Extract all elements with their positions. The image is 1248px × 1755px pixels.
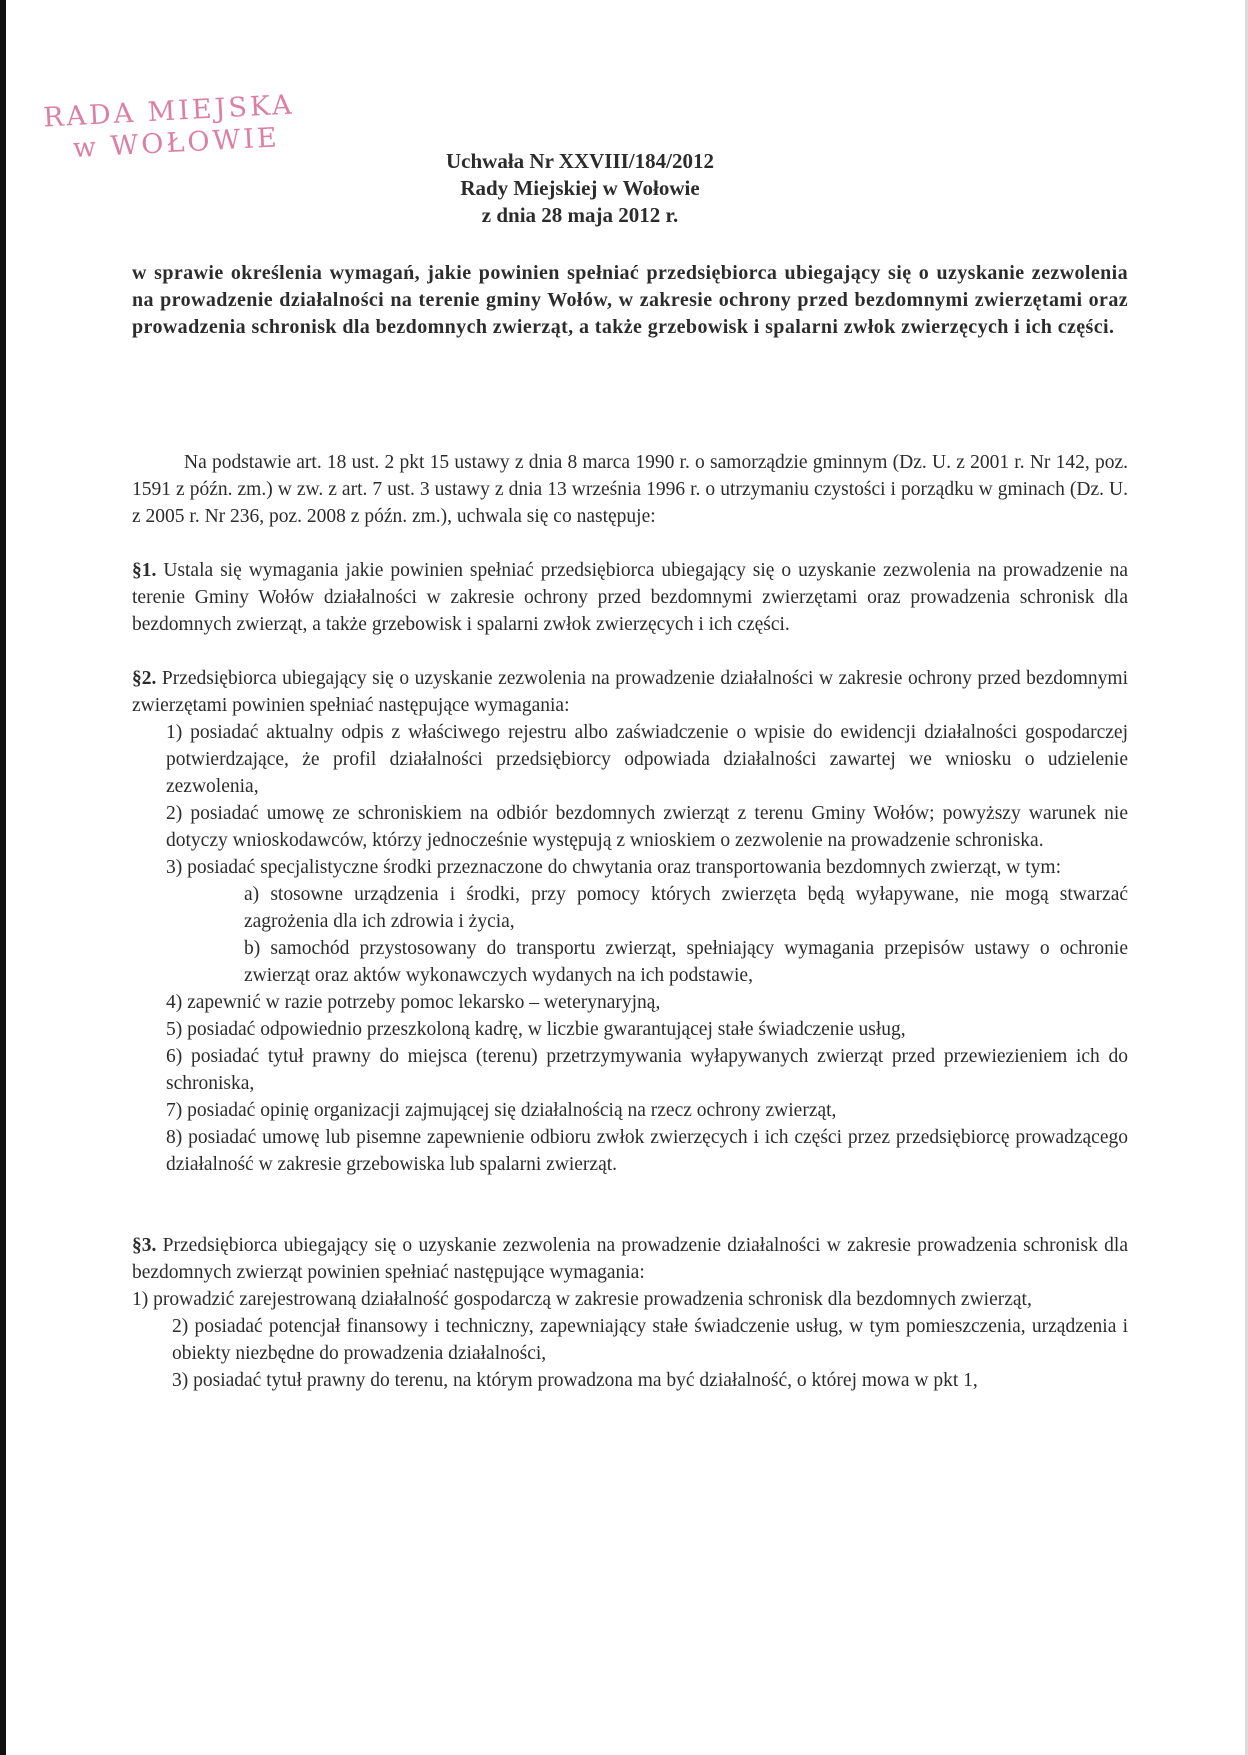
section-3-text: Przedsiębiorca ubiegający się o uzyskanie zezwolenia na prowadzenie działalności w zakresie prowadzenia schronisk dla bezdomnych zwierząt powinien spełniać następujące wymagania: [132, 1235, 1129, 1283]
section-1-number: §1. [132, 560, 157, 581]
resolution-date: z dnia 28 maja 2012 r. [481, 203, 679, 227]
section-1 [132, 557, 1128, 638]
section-2-item-6: 6) posiadać tytuł prawny do miejsca (terenu) przetrzymywania wyłapywanych zwierząt przed przewiezieniem ich do schroniska, [166, 1046, 1128, 1094]
section-3-item-3: 3) posiadać tytuł prawny do terenu, na którym prowadzona ma być działalność, o której mowa w pkt 1, [172, 1370, 978, 1391]
scan-edge-left [0, 0, 6, 1755]
section-3-item-2: 2) posiadać potencjał finansowy i techniczny, zapewniający stałe świadczenie usług, w tym pomieszczenia, urządzenia i obiekty niezbędne do prowadzenia działalności, [172, 1316, 1128, 1364]
section-2-item-4: 4) zapewnić w razie potrzeby pomoc lekarsko – weterynaryjną, [166, 992, 661, 1013]
section-3-number: §3. [132, 1235, 157, 1256]
section-2-item-8: 8) posiadać umowę lub pisemne zapewnienie odbioru zwłok zwierzęcych i ich części przez przedsiębiorcę prowadzącego działalność w zakresie grzebowiska lub spalarni zwierząt. [166, 1127, 1128, 1175]
resolution-heading [370, 148, 790, 229]
resolution-body: Rady Miejskiej w Wołowie [460, 176, 700, 200]
legal-basis-paragraph: Na podstawie art. 18 ust. 2 pkt 15 ustawy z dnia 8 marca 1990 r. o samorządzie gminnym (Dz. U. z 2001 r. Nr 142, poz. 1591 z późn. zm.) w zw. z art. 7 ust. 3 ustawy z dnia 13 września 1996 r. o utrzymaniu czystości i porządku w gminach (Dz. U. z 2005 r. Nr 236, poz. 2008 z późn. zm.), uchwala się co następuje: [132, 452, 1128, 527]
council-stamp [43, 89, 297, 166]
section-3-item-1: 1) prowadzić zarejestrowaną działalność gospodarczą w zakresie prowadzenia schronisk dla bezdomnych zwierząt, [132, 1289, 1032, 1310]
stamp-line-1: RADA MIEJSKA [42, 89, 296, 134]
section-2-subitem-b: b) samochód przystosowany do transportu zwierząt, spełniający wymagania przepisów ustawy o ochronie zwierząt oraz aktów wykonawczych wydanych na ich podstawie, [244, 938, 1128, 986]
section-2-number: §2. [132, 668, 157, 689]
document-body [132, 449, 1128, 1394]
section-2-text: Przedsiębiorca ubiegający się o uzyskanie zezwolenia na prowadzenie działalności w zakresie ochrony przed bezdomnymi zwierzętami powinien spełniać następujące wymagania: [132, 668, 1128, 716]
section-3 [132, 1232, 1128, 1286]
section-2-item-1: 1) posiadać aktualny odpis z właściwego rejestru albo zaświadczenie o wpisie do ewidencji działalności gospodarczej potwierdzające, że profil działalności przedsiębiorcy odpowiada działalności zawartej we wniosku o udzielenie zezwolenia, [166, 722, 1128, 797]
section-1-text: Ustala się wymagania jakie powinien spełniać przedsiębiorca ubiegający się o uzyskanie zezwolenia na prowadzenie na terenie Gminy Wołów działalności w zakresie ochrony przed bezdomnymi zwierzętami oraz prowadzenia schronisk dla bezdomnych zwierząt, a także grzebowisk i spalarni zwłok zwierzęcych i ich części. [132, 560, 1128, 635]
section-2-item-3: 3) posiadać specjalistyczne środki przeznaczone do chwytania oraz transportowania bezdomnych zwierząt, w tym: [166, 857, 1062, 878]
stamp-line-2: w WOŁOWIE [72, 122, 281, 164]
resolution-number: Uchwała Nr XXVIII/184/2012 [446, 149, 714, 173]
section-2 [132, 665, 1128, 719]
section-2-item-5: 5) posiadać odpowiednio przeszkoloną kadrę, w liczbie gwarantującej stałe świadczenie usług, [166, 1019, 906, 1040]
section-2-subitem-a: a) stosowne urządzenia i środki, przy pomocy których zwierzęta będą wyłapywane, nie mogą stwarzać zagrożenia dla ich zdrowia i życia, [244, 884, 1128, 932]
resolution-subject: w sprawie określenia wymagań, jakie powinien spełniać przedsiębiorca ubiegający się o uzyskanie zezwolenia na prowadzenie działalności na terenie gminy Wołów, w zakresie ochrony przed bezdomnymi zwierzętami oraz prowadzenia schronisk dla bezdomnych zwierząt, a także grzebowisk i spalarni zwłok zwierzęcych i ich części. [132, 262, 1128, 338]
section-2-item-7: 7) posiadać opinię organizacji zajmującej się działalnością na rzecz ochrony zwierząt, [166, 1100, 837, 1121]
section-2-item-2: 2) posiadać umowę ze schroniskiem na odbiór bezdomnych zwierząt z terenu Gminy Wołów; powyższy warunek nie dotyczy wnioskodawców, którzy jednocześnie występują z wnioskiem o zezwolenie na prowadzenie schroniska. [166, 803, 1128, 851]
